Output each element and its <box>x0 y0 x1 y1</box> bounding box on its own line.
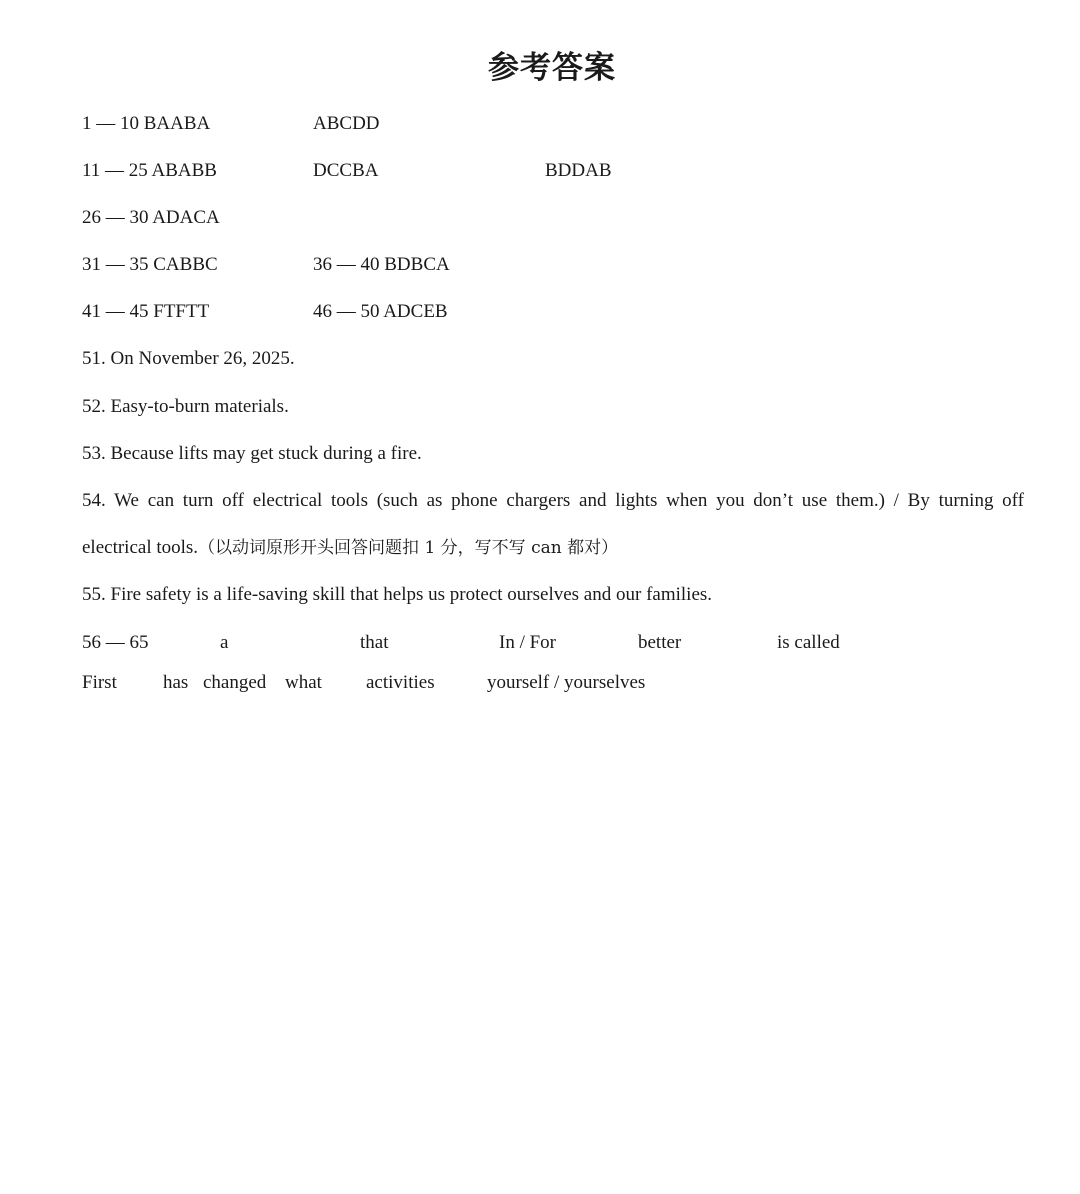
answer-group-1-10-b: ABCDD <box>313 113 380 134</box>
answer-54-continuation: electrical tools. <box>82 537 199 558</box>
answer-range-31-35: 31 — 35 CABBC <box>82 254 218 275</box>
answer-56: a <box>220 632 229 653</box>
answer-range-46-50: 46 — 50 ADCEB <box>313 301 448 322</box>
answer-62: has <box>163 672 189 693</box>
answer-range-36-40: 36 — 40 BDBCA <box>313 254 450 275</box>
answer-58: In / For <box>499 632 556 653</box>
answer-group-11-25-c: BDDAB <box>545 160 612 181</box>
answer-52: 52. Easy-to-burn materials. <box>82 396 289 417</box>
page-title: 参考答案 <box>488 50 616 86</box>
answer-54-grading-note: （以动词原形开头回答问题扣 1 分，写不写 can 都对） <box>198 538 619 558</box>
answer-range-11-25: 11 — 25 ABABB <box>82 160 217 181</box>
answer-range-56-65: 56 — 65 <box>82 632 149 653</box>
answer-54-line-1: 54. We can turn off electrical tools (such as phone chargers and lights when you don’t use them.) / By turning off <box>82 490 1024 511</box>
answer-61: First <box>82 672 117 693</box>
answer-range-26-30: 26 — 30 ADACA <box>82 207 220 228</box>
answer-59: better <box>638 632 682 653</box>
answer-57: that <box>360 632 389 653</box>
answer-60: is called <box>777 632 840 653</box>
answer-55: 55. Fire safety is a life-saving skill that helps us protect ourselves and our families. <box>82 584 713 605</box>
answer-64: what <box>285 672 322 693</box>
answer-65: activities <box>366 672 435 693</box>
answer-53: 53. Because lifts may get stuck during a fire. <box>82 443 422 464</box>
answer-range-1-10: 1 — 10 BAABA <box>82 113 211 134</box>
answer-66: yourself / yourselves <box>487 672 646 693</box>
answer-group-11-25-b: DCCBA <box>313 160 379 181</box>
answer-63: changed <box>203 672 267 693</box>
answer-range-41-45: 41 — 45 FTFTT <box>82 301 210 322</box>
answer-54-line-2 <box>82 536 618 560</box>
answer-51: 51. On November 26, 2025. <box>82 348 295 369</box>
